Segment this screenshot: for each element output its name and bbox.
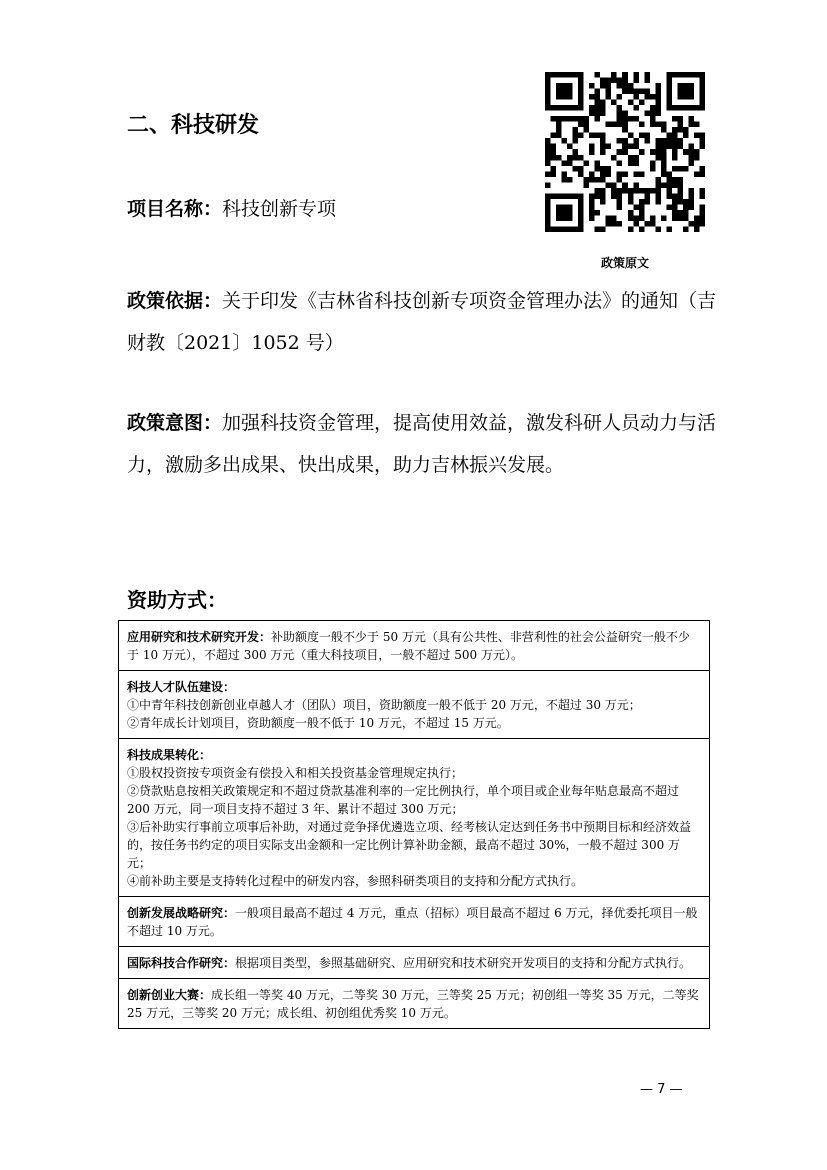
funding-row-head: 创新发展战略研究： [127,906,236,920]
funding-row-strategy [119,896,709,946]
funding-row-line: ②青年成长计划项目，资助额度一般不低于 10 万元，不超过 15 万元。 [127,716,509,730]
funding-row-head: 科技成果转化： [127,748,212,762]
funding-row-applied-research [119,621,709,670]
funding-row-line: ③后补助实行事前立项事后补助，对通过竞争择优遴选立项、经考核认定达到任务书中预期目标和经济效益的，按任务书约定的项目实际支出金额和一定比例计算补助金额，最高不超过 30%，一般不超过 300 万元； [127,820,692,870]
policy-intent [127,402,717,486]
funding-row-competition [119,978,709,1028]
project-name-label: 项目名称： [127,198,223,220]
funding-row-text: 根据项目类型，参照基础研究、应用研究和技术研究开发项目的支持和分配方式执行。 [235,956,692,970]
funding-row-line: ①中青年科技创新创业卓越人才（团队）项目，资助额度一般不低于 20 万元，不超过 30 万元； [127,698,641,712]
funding-row-head: 应用研究和技术研究开发： [127,630,272,644]
policy-intent-value: 加强科技资金管理，提高使用效益，激发科研人员动力与活力，激励多出成果、快出成果，助力吉林振兴发展。 [127,412,717,476]
policy-basis-label: 政策依据： [127,290,223,312]
funding-row-line: ②贷款贴息按相关政策规定和不超过贷款基准利率的一定比例执行，单个项目或企业每年贴息最高不超过 200 万元，同一项目支持不超过 3 年、累计不超过 300 万元； [127,784,680,816]
funding-row-head: 国际科技合作研究： [127,956,236,970]
policy-basis [127,280,717,364]
funding-row-international [119,946,709,978]
page-number: — 7 — [640,1082,683,1097]
funding-row-text: 成长组一等奖 40 万元，二等奖 30 万元，三等奖 25 万元；初创组一等奖 35 万元，二等奖 25 万元，三等奖 20 万元；成长组、初创组优秀奖 10 万元。 [127,988,699,1020]
funding-row-text: 补助额度一般不少于 50 万元（具有公共性、非营利性的社会公益研究一般不少于 10 万元），不超过 300 万元（重大科技项目，一般不超过 500 万元）。 [127,630,690,662]
funding-row-line: ①股权投资按专项资金有偿投入和相关投资基金管理规定执行； [127,766,464,780]
project-name [127,188,717,230]
policy-intent-label: 政策意图： [127,412,223,434]
section-title: 二、科技研发 [127,113,260,138]
funding-row-line: ④前补助主要是支持转化过程中的研发内容，参照科研类项目的支持和分配方式执行。 [127,874,584,888]
qr-caption: 政策原文 [600,256,649,270]
funding-row-talent [119,670,709,738]
funding-row-transfer [119,738,709,896]
funding-title: 资助方式： [127,588,227,612]
funding-row-head: 科技人才队伍建设： [127,680,236,694]
project-name-value: 科技创新专项 [222,198,337,220]
funding-table [118,620,710,1029]
funding-row-text: 一般项目最高不超过 4 万元，重点（招标）项目最高不超过 6 万元，择优委托项目一般不超过 10 万元。 [127,906,698,938]
funding-row-head: 创新创业大赛： [127,988,212,1002]
policy-basis-value: 关于印发《吉林省科技创新专项资金管理办法》的通知（吉财教〔2021〕1052 号） [127,290,717,354]
